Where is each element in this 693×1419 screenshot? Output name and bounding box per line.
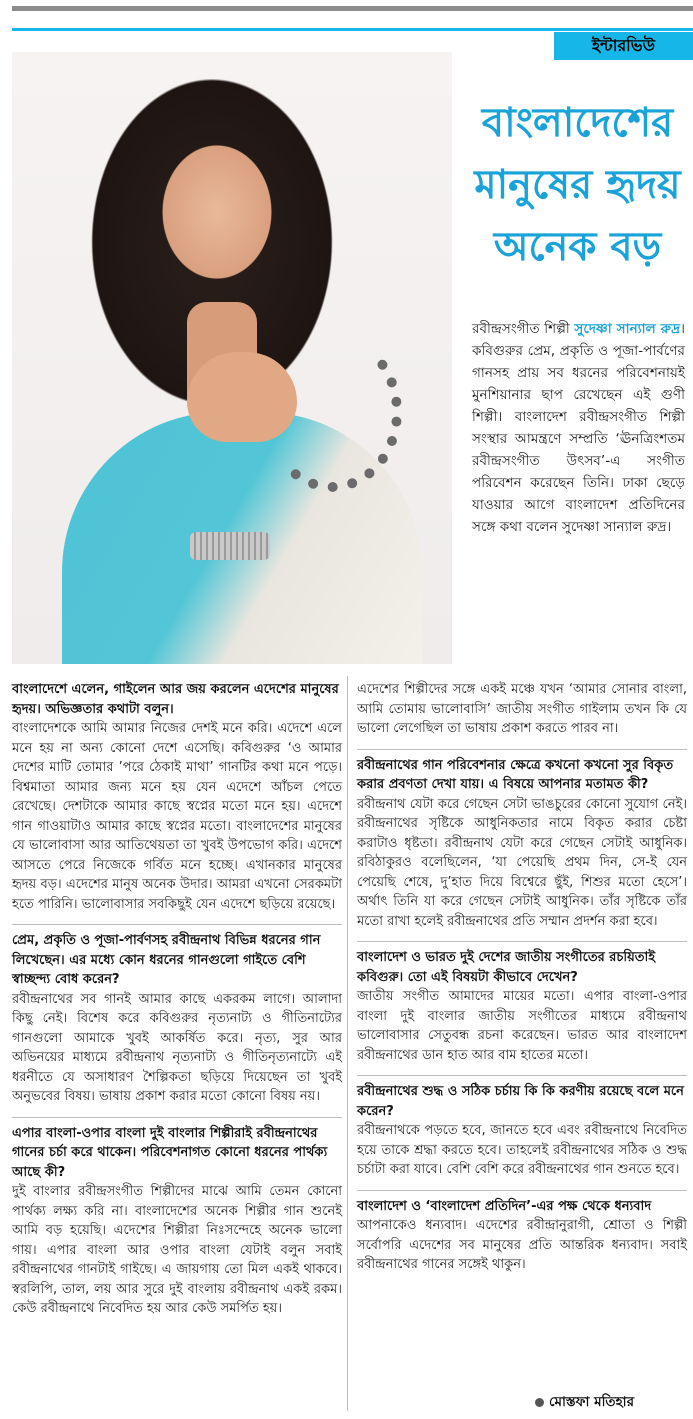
top-rule: [12, 6, 693, 11]
intro-text-after: । কবিগুরুর প্রেম, প্রকৃতি ও পূজা-পার্বণের গানসহ প্রায় সব ধরনের পরিবেশনায়ই মুনশিয়ানার ছাপ রেখেছেন এই গুণী শিল্পী। বাংলাদেশ রবীন্দ্রসংগীত শিল্পী সংস্থার আমন্ত্রণে সম্প্রতি ‘ঊনত্রিংশতম রবীন্দ্রসংগীত উৎসব’-এ সংগীত পরিবেশন করেছেন তিনি। ঢাকা ছেড়ে যাওয়ার আগে বাংলাদেশ প্রতিদিনের সঙ্গে কথা বলেন সুদেষ্ণা সান্যাল রুদ্র।: [472, 321, 685, 535]
answer: এদেশের শিল্পীদের সঙ্গে একই মঞ্চে যখন ‘আমার সোনার বাংলা, আমি তোমায় ভালোবাসি’ জাতীয় সংগীত গাইলাম তখন কি যে ভালো লেগেছিল তা ভাষায় প্রকাশ করতে পারব না।: [357, 682, 687, 736]
answer: রবীন্দ্রনাথ যেটা করে গেছেন সেটা ভাঙচুরের কোনো সুযোগ নেই। রবীন্দ্রনাথের সৃষ্টিকে আধুনিকতার নামে বিকৃত করার চেষ্টা করাটাও ধৃষ্টতা। রবীন্দ্রনাথ যেটা করে গেছেন সেটাই আধুনিক। রবিঠাকুরও বলেছিলেন, ‘যা পেয়েছি প্রথম দিন, সে-ই যেন পেয়েছি শেষে, দু’হাত দিয়ে বিশ্বেরে ছুঁই, শিশুর মতো হেসে’। অর্থাৎ তিনি যা করে গেছেন সেটাই আধুনিক। তাঁর সৃষ্টিকে তাঁর মতো রাখা হলেই রবীন্দ্রনাথের প্রতি সম্মান প্রদর্শন করা হবে।: [357, 796, 687, 929]
answer: রবীন্দ্রনাথকে পড়তে হবে, জানতে হবে এবং রবীন্দ্রনাথে নিবেদিত হয়ে তাকে শ্রদ্ধা করতে হবে। তাহলেই রবীন্দ্রনাথের সঠিক ও শুদ্ধ চর্চাটা করা যাবে। বেশি বেশি করে রবীন্দ্রনাথের গান শুনতে হবে।: [357, 1123, 687, 1177]
qa-block: [12, 1117, 342, 1319]
headline: [470, 92, 685, 278]
intro-paragraph: [472, 318, 685, 538]
qa-block: [357, 941, 687, 1065]
artist-name: সুদেষ্ণা সান্যাল রুদ্র: [574, 321, 681, 337]
artist-photo: [12, 52, 452, 664]
question: প্রেম, প্রকৃতি ও পূজা-পার্বণসহ রবীন্দ্রনাথ বিভিন্ন ধরনের গান লিখেছেন। এর মধ্যে কোন ধরনের গানগুলো গাইতে বেশি স্বাচ্ছন্দ্য বোধ করেন?: [12, 933, 321, 987]
qa-block: [357, 1190, 687, 1275]
answer: বাংলাদেশকে আমি আমার নিজের দেশই মনে করি। এদেশে এলে মনে হয় না অন্য কোনো দেশে এসেছি। কবিগুরুর ‘ও আমার দেশের মাটি তোমার ’পরে ঠেকাই মাথা’ গানটির কথা মনে পড়ে। বিশ্বমাতা আমার জন্য মনে হয় যেন এদেশে আঁচল পেতে রেখেছে। দেশটাকে আমার কাছে স্বপ্নের মতো মনে হয়। এদেশে গান গাওয়াটাও আমার কাছে স্বপ্নের মতো। বাংলাদেশের মানুষের যে ভালোবাসা আর আতিথেয়তা তা খুবই উপভোগ করি। এদেশে আসতে পেরে নিজেকে গর্বিত মনে হচ্ছে। এখানকার মানুষের হৃদয় বড়। এদেশের মানুষ অনেক উদার। আমরা এখনো সেরকমটা হতে পারিনি। ভালোবাসার সবকিছুই যেন এদেশে ছড়িয়ে রয়েছে।: [12, 721, 342, 912]
section-rule: [12, 28, 693, 31]
author-name: মোস্তফা মতিহার: [549, 1394, 634, 1410]
answer: রবীন্দ্রনাথের সব গানই আমার কাছে একরকম লাগে। আলাদা কিছু নেই। বিশেষ করে কবিগুরুর নৃত্যনাট্য ও গীতিনাট্যের গানগুলো আমাকে খুবই আকর্ষিত করে। নৃত্য, সুর আর অভিনয়ের মাধ্যমে রবীন্দ্রনাথ নৃত্যনাট্য ও গীতিনৃত্যনাট্যে এই ধরনীতে যে অসাধারণ শৈল্পিকতা ছড়িয়ে দিয়েছেন তা খুবই অনুভবের বিষয়। ভাষায় প্রকাশ করার মতো কোনো বিষয় নয়।: [12, 991, 342, 1104]
qa-block: [12, 680, 342, 914]
question: এপার বাংলা-ওপার বাংলা দুই বাংলার শিল্পীরাই রবীন্দ্রনাথের গানের চর্চা করে থাকেন। পরিবেশনাগত কোনো ধরনের পার্থক্য আছে কী?: [12, 1125, 328, 1180]
qa-block: [357, 680, 687, 739]
intro-text-before: রবীন্দ্রসংগীত শিল্পী: [472, 321, 575, 337]
column-divider: [347, 676, 348, 1411]
qa-block: [357, 1075, 687, 1180]
photo-hand: [187, 352, 297, 442]
question: বাংলাদেশে এলেন, গাইলেন আর জয় করলেন এদেশের মানুষের হৃদয়। অভিজ্ঞতার কথাটা বলুন।: [12, 682, 339, 717]
answer: দুই বাংলার রবীন্দ্রসংগীত শিল্পীদের মাঝে আমি তেমন কোনো পার্থক্য লক্ষ্য করি না। বাংলাদেশের অনেক শিল্পীর গান শুনেই আমি বড় হয়েছি। এদেশের শিল্পীরা নিঃসন্দেহে অনেক ভালো গায়। এপার বাংলা আর ওপার বাংলা যেটাই বলুন সবাই রবীন্দ্রনাথের গানটাই গাইছে। এ জায়গায় তো মিল একই থাকবে। স্বরলিপি, তাল, লয় আর সুরে দুই বাংলায় রবীন্দ্রনাথ একই রকম। কেউ রবীন্দ্রনাথে নিবেদিত হয় আর কেউ সমর্পিত হয়।: [12, 1184, 342, 1316]
answer: জাতীয় সংগীত আমাদের মায়ের মতো। এপার বাংলা-ওপার বাংলা দুই বাংলার জাতীয় সংগীতের মাধ্যমে রবীন্দ্রনাথ ভালোবাসার সেতুবন্ধ রচনা করেছেন। ভারত আর বাংলাদেশ রবীন্দ্রনাথের ডান হাত আর বাম হাতের মতো।: [357, 989, 687, 1063]
bullet-icon: [535, 1398, 544, 1407]
left-column: [12, 680, 342, 1329]
question: রবীন্দ্রনাথের গান পরিবেশনার ক্ষেত্রে কখনো কখনো সুর বিকৃত করার প্রবণতা দেখা যায়। এ বিষয়ে আপনার মতামত কী?: [357, 757, 674, 792]
qa-block: [12, 924, 342, 1107]
headline-line: অনেক বড়: [493, 224, 662, 270]
question: বাংলাদেশ ও ‘বাংলাদেশ প্রতিদিন’-এর পক্ষ থেকে ধন্যবাদ: [357, 1198, 652, 1214]
question: বাংলাদেশ ও ভারত দুই দেশের জাতীয় সংগীতের রচয়িতাই কবিগুরু। তো এই বিষয়টা কীভাবে দেখেন?: [357, 950, 656, 985]
question: রবীন্দ্রনাথের শুদ্ধ ও সঠিক চর্চায় কি কি করণীয় রয়েছে বলে মনে করেন?: [357, 1084, 684, 1119]
qa-block: [357, 749, 687, 932]
section-tag: ইন্টারভিউ: [554, 32, 693, 60]
headline-line: বাংলাদেশের: [481, 100, 674, 146]
byline: [535, 1391, 634, 1414]
photo-bangle: [190, 532, 270, 560]
answer: আপনাকেও ধন্যবাদ। এদেশের রবীন্দ্রানুরাগী, শ্রোতা ও শিল্পী সর্বোপরি এদেশের সব মানুষের প্রতি আন্তরিক ধন্যবাদ। সবাই রবীন্দ্রনাথের গানের সঙ্গেই থাকুন।: [357, 1218, 687, 1272]
headline-line: মানুষের হৃদয়: [474, 162, 681, 208]
right-column: [357, 680, 687, 1285]
